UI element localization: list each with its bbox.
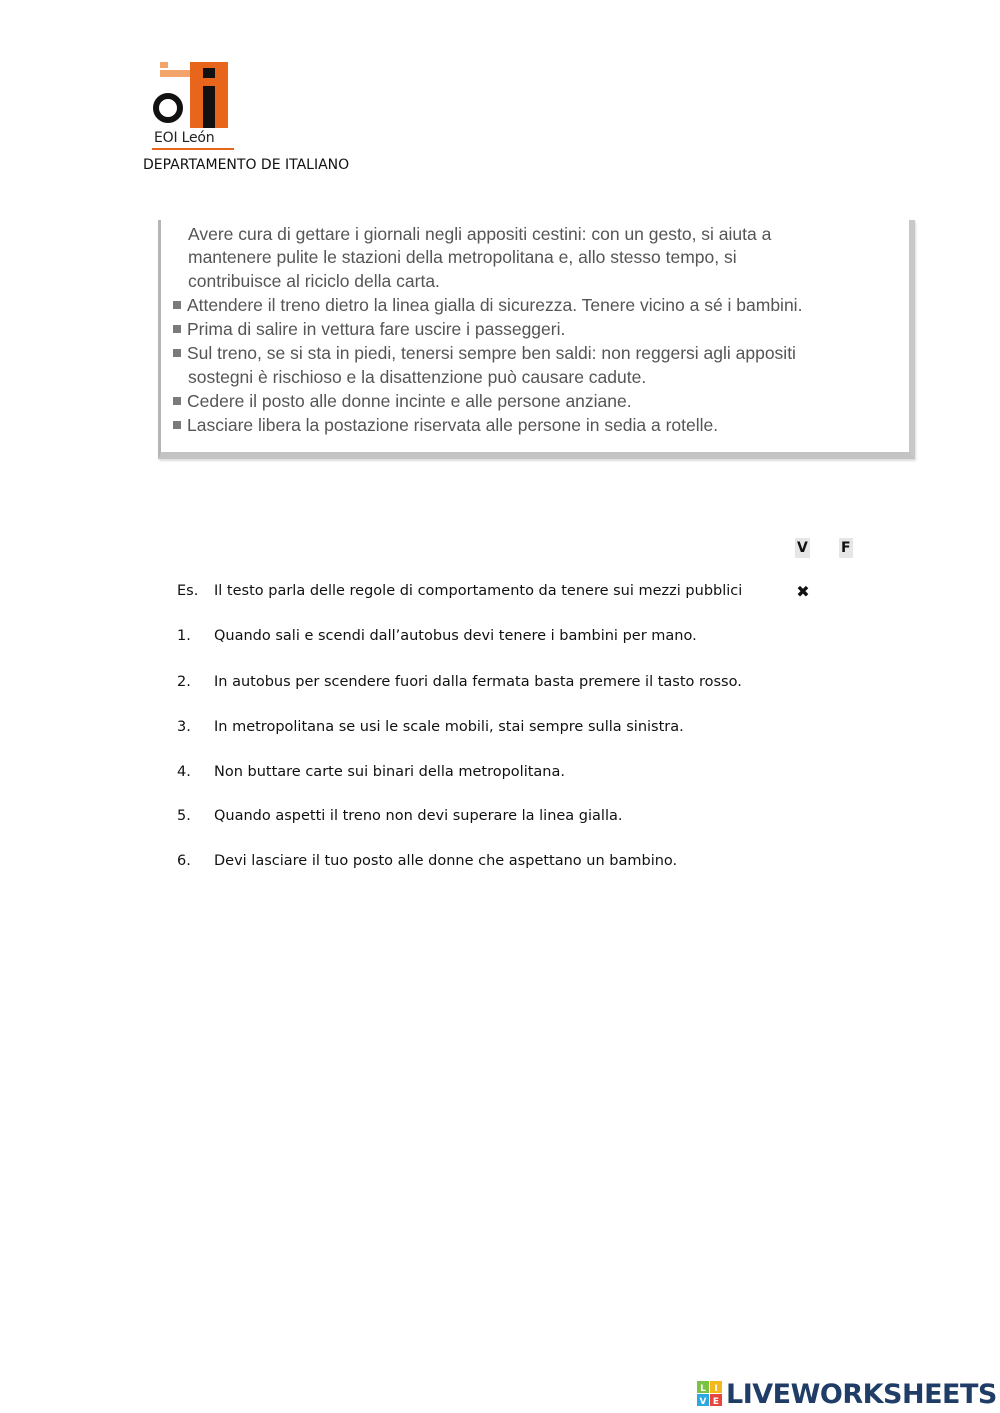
square-bullet-icon xyxy=(173,325,181,333)
department-title: DEPARTAMENTO DE ITALIANO xyxy=(143,157,350,173)
rule-text: Prima di salire in vettura fare uscire i passeggeri. xyxy=(187,319,566,339)
statement-number: 1. xyxy=(177,628,191,644)
answer-v-box[interactable] xyxy=(794,673,812,693)
example-row xyxy=(0,583,1000,605)
column-f-header: F xyxy=(841,540,851,556)
statement-number: 5. xyxy=(177,808,191,824)
statement-row xyxy=(0,764,1000,786)
rule-item xyxy=(173,318,899,342)
statement-row xyxy=(0,808,1000,830)
statement-text: Non buttare carte sui binari della metropolitana. xyxy=(214,764,565,780)
statement-number: 6. xyxy=(177,853,191,869)
statement-text: Devi lasciare il tuo posto alle donne che aspettano un bambino. xyxy=(214,853,678,869)
answer-f-box[interactable] xyxy=(838,763,854,783)
square-bullet-icon xyxy=(173,421,181,429)
statement-row xyxy=(0,719,1000,741)
example-label: Es. xyxy=(177,583,199,599)
statement-number: 2. xyxy=(177,674,191,690)
answer-v-box[interactable] xyxy=(794,763,812,783)
statement-text: In autobus per scendere fuori dalla fermata basta premere il tasto rosso. xyxy=(214,674,742,690)
square-bullet-icon xyxy=(173,397,181,405)
statement-text: In metropolitana se usi le scale mobili, stai sempre sulla sinistra. xyxy=(214,719,684,735)
brand-name: LIVEWORKSHEETS xyxy=(726,1378,997,1410)
rule-text: Cedere il posto alle donne incinte e alle persone anziane. xyxy=(187,391,632,411)
example-v-mark-icon: ✖ xyxy=(796,582,810,601)
rule-text: Lasciare libera la postazione riservata alle persone in sedia a rotelle. xyxy=(187,415,719,435)
rule-item xyxy=(173,390,899,414)
answer-f-box[interactable] xyxy=(838,627,854,647)
rule-line: Avere cura di gettare i giornali negli appositi cestini: con un gesto, si aiuta a xyxy=(188,224,772,244)
answer-f-box[interactable] xyxy=(838,807,854,827)
statement-row xyxy=(0,628,1000,650)
statement-text: Quando aspetti il treno non devi superare la linea gialla. xyxy=(214,808,623,824)
eoi-logo-icon xyxy=(150,62,240,132)
statement-number: 4. xyxy=(177,764,191,780)
answer-v-box[interactable] xyxy=(794,852,812,872)
liveworksheets-brand xyxy=(697,1378,997,1410)
svg-text:V: V xyxy=(699,1397,707,1407)
statement-text: Quando sali e scendi dall’autobus devi tenere i bambini per mano. xyxy=(214,628,697,644)
rule-item xyxy=(173,342,899,366)
rule-text: Attendere il treno dietro la linea gialla di sicurezza. Tenere vicino a sé i bambini. xyxy=(187,295,803,315)
rule-text: Sul treno, se si sta in piedi, tenersi sempre ben saldi: non reggersi agli appositi xyxy=(187,343,796,363)
statement-row xyxy=(0,674,1000,696)
square-bullet-icon xyxy=(173,301,181,309)
rule-line: sostegni è rischioso e la disattenzione può causare cadute. xyxy=(188,367,647,387)
answer-v-box[interactable] xyxy=(794,718,812,738)
answer-f-box[interactable] xyxy=(838,673,854,693)
column-v-header: V xyxy=(797,540,808,556)
answer-f-box[interactable] xyxy=(838,718,854,738)
statement-row xyxy=(0,853,1000,875)
rule-item xyxy=(173,414,899,438)
svg-text:I: I xyxy=(714,1384,718,1394)
statement-number: 3. xyxy=(177,719,191,735)
liveworksheets-badge-icon xyxy=(697,1381,723,1407)
logo-caption: EOI León xyxy=(154,130,215,146)
answer-v-box[interactable] xyxy=(794,627,812,647)
answer-f-box[interactable] xyxy=(838,852,854,872)
rules-excerpt xyxy=(158,220,915,459)
svg-text:L: L xyxy=(700,1384,706,1394)
logo-underline xyxy=(152,148,234,150)
example-statement: Il testo parla delle regole di comportamento da tenere sui mezzi pubblici xyxy=(214,583,743,599)
svg-text:E: E xyxy=(712,1397,720,1407)
square-bullet-icon xyxy=(173,349,181,357)
rule-line: mantenere pulite le stazioni della metropolitana e, allo stesso tempo, si xyxy=(188,247,737,267)
rule-item xyxy=(173,294,899,318)
answer-v-box[interactable] xyxy=(794,807,812,827)
rule-line: contribuisce al riciclo della carta. xyxy=(188,271,440,291)
